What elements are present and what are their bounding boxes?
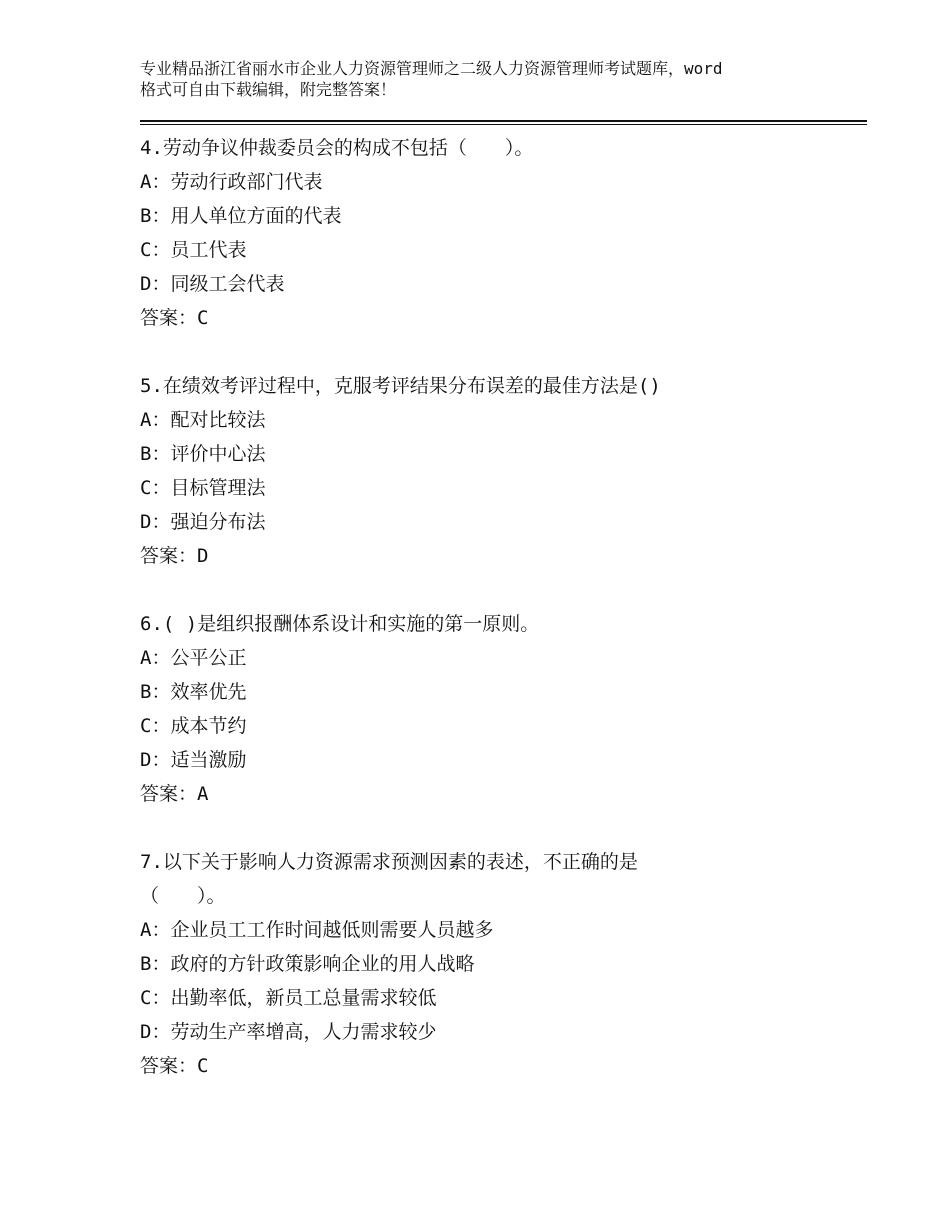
answer-value: C bbox=[197, 1055, 209, 1077]
option-c: C：成本节约 bbox=[140, 715, 247, 737]
answer-line bbox=[140, 777, 867, 811]
option-b: B：效率优先 bbox=[140, 681, 247, 703]
question-stem: 7.以下关于影响人力资源需求预测因素的表述，不正确的是 bbox=[140, 851, 638, 873]
option-d: D：同级工会代表 bbox=[140, 273, 285, 295]
answer-value: D bbox=[197, 545, 209, 567]
option-c: C：出勤率低，新员工总量需求较低 bbox=[140, 987, 437, 1009]
option-b: B：评价中心法 bbox=[140, 443, 266, 465]
answer-label: 答案： bbox=[140, 307, 198, 329]
question-item bbox=[140, 607, 867, 811]
option-c: C：目标管理法 bbox=[140, 477, 266, 499]
question-stem: 4.劳动争议仲裁委员会的构成不包括（ ）。 bbox=[140, 137, 534, 159]
header-divider-thick bbox=[140, 120, 867, 122]
question-stem: 5.在绩效考评过程中，克服考评结果分布误差的最佳方法是() bbox=[140, 375, 661, 397]
answer-value: A bbox=[197, 783, 209, 805]
option-a: A：劳动行政部门代表 bbox=[140, 171, 323, 193]
option-a: A：公平公正 bbox=[140, 647, 247, 669]
option-b: B：政府的方针政策影响企业的用人战略 bbox=[140, 953, 475, 975]
option-a: A：配对比较法 bbox=[140, 409, 266, 431]
option-d: D：适当激励 bbox=[140, 749, 247, 771]
document-header bbox=[140, 58, 840, 100]
answer-value: C bbox=[197, 307, 209, 329]
question-item bbox=[140, 845, 867, 1083]
answer-label: 答案： bbox=[140, 783, 198, 805]
answer-label: 答案： bbox=[140, 1055, 198, 1077]
answer-line bbox=[140, 1049, 867, 1083]
answer-line bbox=[140, 301, 867, 335]
option-b: B：用人单位方面的代表 bbox=[140, 205, 342, 227]
question-item bbox=[140, 369, 867, 573]
answer-line bbox=[140, 539, 867, 573]
question-item bbox=[140, 131, 867, 335]
option-d: D：劳动生产率增高，人力需求较少 bbox=[140, 1021, 437, 1043]
question-list bbox=[140, 131, 867, 1083]
question-stem-continuation: （ ）。 bbox=[140, 885, 226, 907]
header-line-1: 专业精品浙江省丽水市企业人力资源管理师之二级人力资源管理师考试题库，word bbox=[140, 59, 723, 78]
question-stem: 6.( )是组织报酬体系设计和实施的第一原则。 bbox=[140, 613, 540, 635]
option-c: C：员工代表 bbox=[140, 239, 247, 261]
option-d: D：强迫分布法 bbox=[140, 511, 266, 533]
header-divider-thin bbox=[140, 124, 867, 125]
option-a: A：企业员工工作时间越低则需要人员越多 bbox=[140, 919, 494, 941]
header-line-2: 格式可自由下载编辑，附完整答案！ bbox=[140, 80, 397, 99]
answer-label: 答案： bbox=[140, 545, 198, 567]
